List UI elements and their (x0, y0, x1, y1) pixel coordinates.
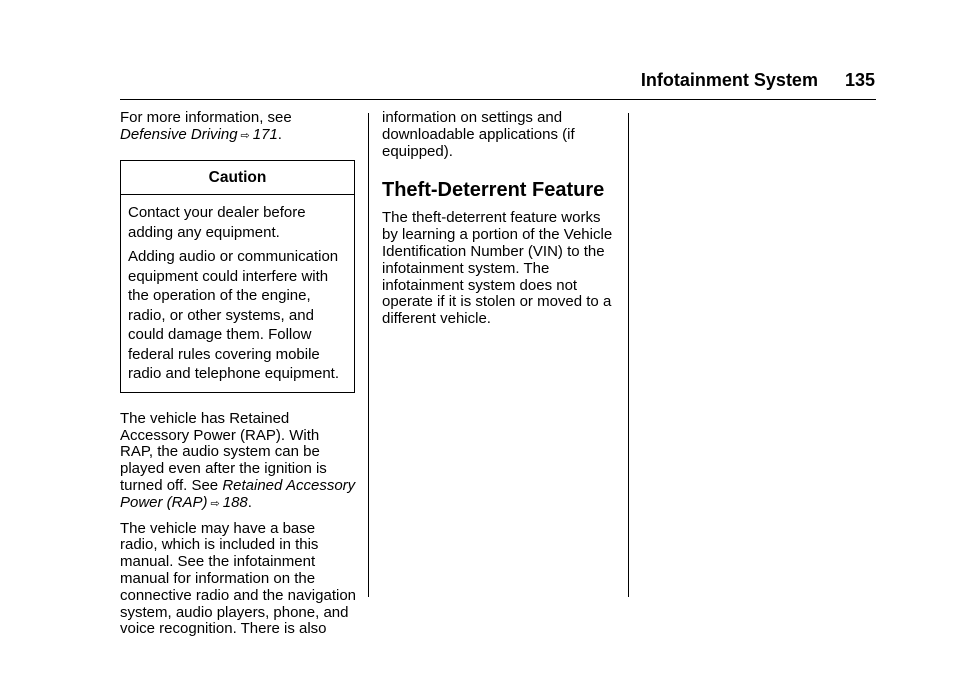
base-radio-paragraph: The vehicle may have a base radio, which is included in this manual. See the infotainment manual for information on the connective radio and the navigation system, audio players, phone, and voice recognition. There is also (120, 519, 357, 638)
rap-suffix: . (247, 493, 252, 511)
defensive-driving-link[interactable]: Defensive Driving (120, 125, 238, 143)
column-middle (382, 110, 614, 328)
caution-box (120, 160, 355, 393)
intro-paragraph (120, 110, 356, 145)
intro-suffix: . (277, 125, 282, 143)
page-header (611, 70, 875, 91)
continued-paragraph: information on settings and downloadable applications (if equipped). (382, 109, 575, 160)
column-divider-1 (368, 113, 369, 597)
rap-link[interactable]: Retained Accessory Power (RAP) (120, 477, 356, 511)
theft-deterrent-paragraph: The theft-deterrent feature works by learning a portion of the Vehicle Identification Number (VIN) to the infotainment system. The infotainment system does not operate if it is stolen or moved to a different vehicle. (382, 209, 613, 328)
column-left (120, 110, 356, 638)
rap-paragraph (120, 411, 356, 513)
page-ref-icon: ⇨ (240, 129, 250, 142)
page-number: 135 (844, 70, 875, 90)
header-rule (120, 99, 876, 100)
column-divider-2 (628, 113, 629, 597)
page-ref-188[interactable]: 188 (222, 493, 248, 511)
caution-title: Caution (121, 161, 354, 196)
theft-deterrent-heading: Theft-Deterrent Feature (382, 179, 605, 202)
intro-text: For more information, see (120, 109, 292, 126)
section-title: Infotainment System (640, 70, 818, 90)
page-ref-icon: ⇨ (210, 497, 220, 510)
rap-text: The vehicle has Retained Accessory Power (RAP). With RAP, the audio system can be played even after the ignition is turned off. See (120, 409, 327, 495)
caution-para-2: Adding audio or communication equipment could interfere with the operation of the engine, radio, or other systems, and could damage them. Follow federal rules covering mobile radio and telephone equipment. (128, 248, 339, 383)
caution-para-1: Contact your dealer before adding any equipment. (128, 204, 306, 241)
page-ref-171[interactable]: 171 (252, 125, 278, 143)
caution-body (121, 195, 354, 392)
